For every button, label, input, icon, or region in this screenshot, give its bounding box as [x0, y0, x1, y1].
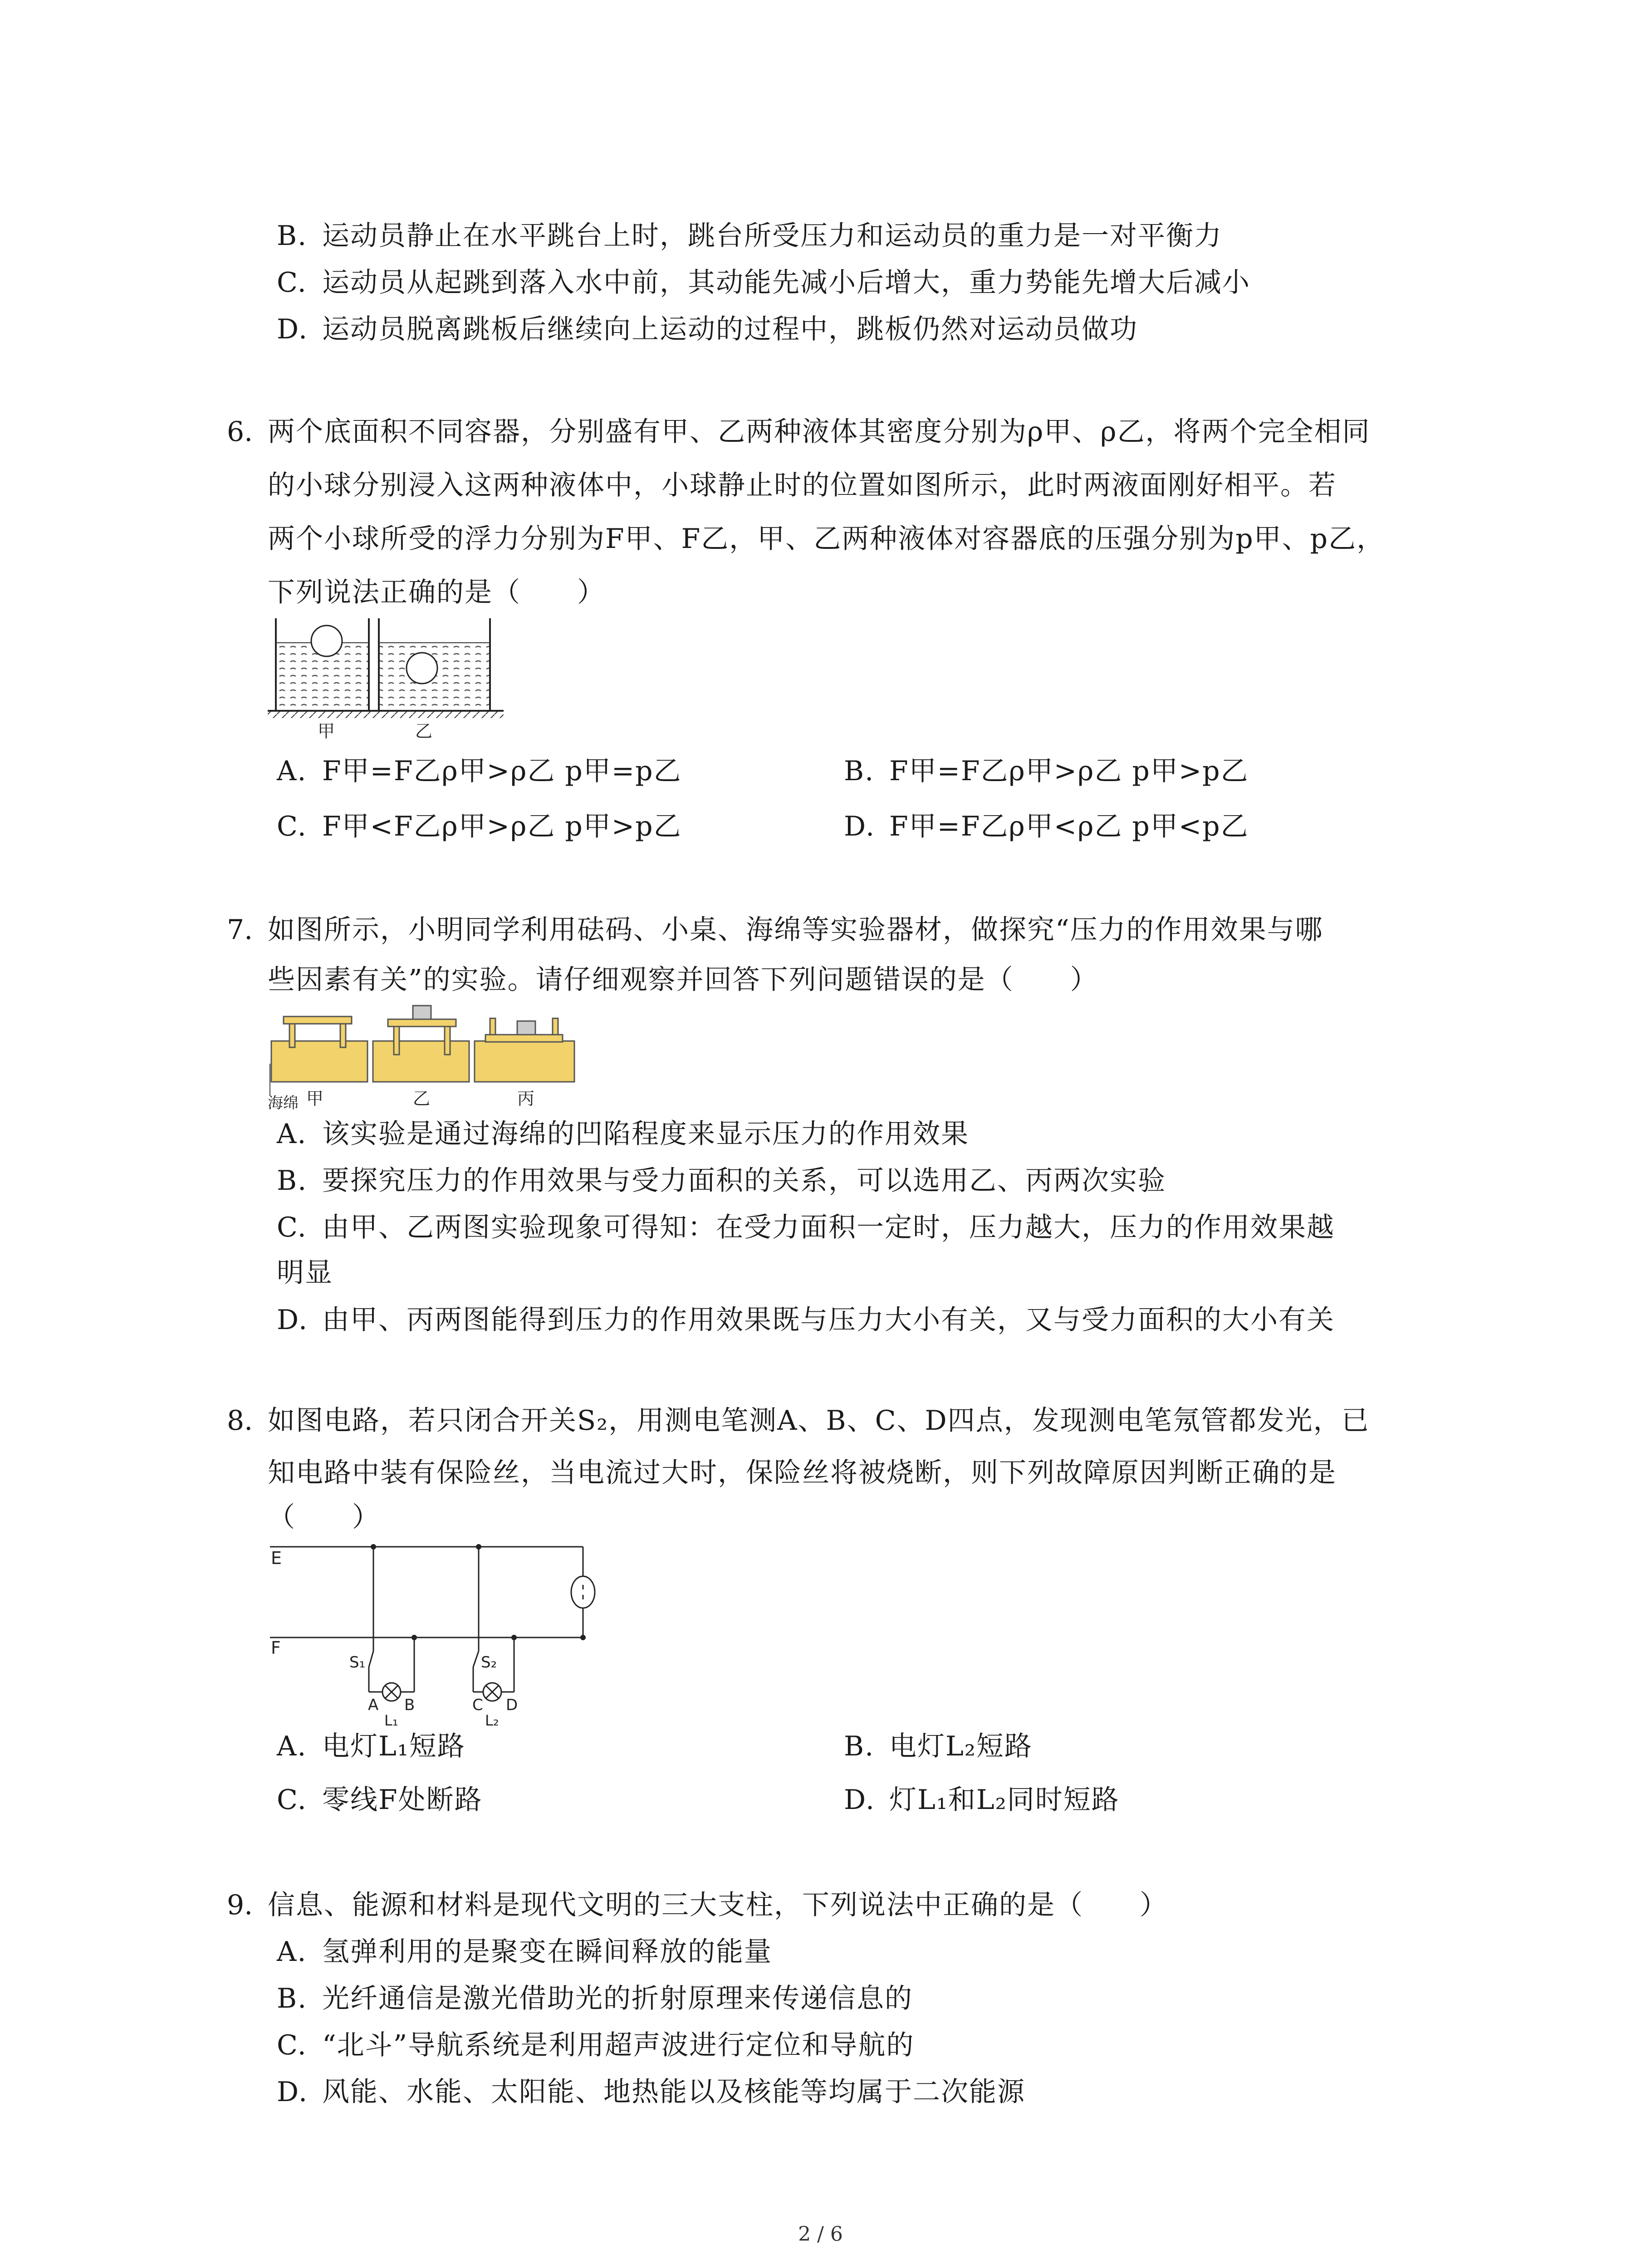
lamp-l2-icon — [483, 1683, 501, 1701]
q5-option-c: C. 运动员从起跳到落入水中前，其动能先减小后增大，重力势能先增大后减小 — [277, 264, 1250, 301]
q7-option-d: D. 由甲、丙两图能得到压力的作用效果既与压力大小有关，又与受力面积的大小有关 — [277, 1304, 1335, 1336]
ball-jia — [311, 626, 342, 656]
label-c: C — [472, 1696, 483, 1714]
label-bing: 丙 — [517, 1089, 535, 1109]
q5-option-d: D. 运动员脱离跳板后继续向上运动的过程中，跳板仍然对运动员做功 — [277, 311, 1138, 347]
q6-number: 6. — [227, 416, 253, 448]
option-letter: D. — [277, 313, 309, 345]
q7-figure-sponges — [268, 1000, 585, 1114]
q6-stem-line-2: 的小球分别浸入这两种液体中，小球静止时的位置如图所示，此时两液面刚好相平。若 — [268, 469, 1337, 501]
weight-icon — [413, 1006, 431, 1019]
q7-stem-line-2: 些因素有关”的实验。请仔细观察并回答下列问题错误的是（ ） — [268, 964, 1098, 996]
q9-number: 9. — [227, 1889, 253, 1921]
weight-icon — [517, 1021, 535, 1035]
label-e: E — [271, 1548, 282, 1568]
q9-option-c: C. “北斗”导航系统是利用超声波进行定位和导航的 — [277, 2029, 915, 2061]
label-d: D — [506, 1696, 518, 1714]
q9-option-a: A. 氢弹利用的是聚变在瞬间释放的能量 — [277, 1936, 772, 1968]
lamp-l1-icon — [382, 1683, 401, 1701]
label-l2: L₂ — [485, 1712, 499, 1729]
q7-option-c: C. 由甲、乙两图实验现象可得知：在受力面积一定时，压力越大，压力的作用效果越 — [277, 1212, 1335, 1243]
q7-option-b: B. 要探究压力的作用效果与受力面积的关系，可以选用乙、丙两次实验 — [277, 1165, 1166, 1197]
label-s2: S₂ — [481, 1653, 497, 1672]
q6-stem-line-1: 两个底面积不同容器，分别盛有甲、乙两种液体其密度分别为ρ甲、ρ乙，将两个完全相同 — [268, 416, 1371, 448]
q6-stem-line-3: 两个小球所受的浮力分别为F甲、F乙，甲、乙两种液体对容器底的压强分别为p甲、p乙， — [268, 523, 1385, 555]
label-l1: L₁ — [384, 1712, 398, 1729]
q8-option-a: A. 电灯L₁短路 — [277, 1730, 465, 1762]
q8-stem-line-2: 知电路中装有保险丝，当电流过大时，保险丝将被烧断，则下列故障原因判断正确的是 — [268, 1457, 1337, 1489]
label-sponge: 海绵 — [268, 1094, 299, 1112]
q8-stem-line-1: 如图电路，若只闭合开关S₂，用测电笔测A、B、C、D四点，发现测电笔氖管都发光，已 — [268, 1405, 1370, 1437]
label-f: F — [271, 1638, 281, 1658]
option-letter: B. — [277, 220, 308, 252]
q7-option-a: A. 该实验是通过海绵的凹陷程度来显示压力的作用效果 — [277, 1118, 969, 1150]
sponge-bing — [475, 1018, 574, 1082]
socket-icon — [571, 1576, 595, 1608]
container-jia — [276, 618, 369, 711]
q6-option-b: B. F甲=F乙ρ甲>ρ乙 p甲>p乙 — [844, 755, 1249, 787]
q8-figure-circuit — [270, 1538, 615, 1733]
ball-yi — [407, 653, 437, 684]
sponge-jia — [270, 1017, 367, 1095]
option-letter: C. — [277, 267, 307, 298]
label-jia: 甲 — [318, 721, 335, 741]
q6-figure-containers — [268, 615, 504, 746]
q9-stem-line-1: 信息、能源和材料是现代文明的三大支柱，下列说法中正确的是（ ） — [268, 1889, 1168, 1921]
container-yi — [379, 618, 490, 711]
q6-option-a: A. F甲=F乙ρ甲>ρ乙 p甲=p乙 — [277, 755, 682, 787]
q7-option-c-cont: 明显 — [277, 1257, 333, 1289]
label-yi: 乙 — [413, 1089, 431, 1109]
q9-option-d: D. 风能、水能、太阳能、地热能以及核能等均属于二次能源 — [277, 2076, 1025, 2108]
q6-option-c: C. F甲<F乙ρ甲>ρ乙 p甲>p乙 — [277, 811, 682, 842]
q5-option-b: B. 运动员静止在水平跳台上时，跳台所受压力和运动员的重力是一对平衡力 — [277, 218, 1222, 254]
q7-number: 7. — [227, 914, 253, 946]
q9-option-b: B. 光纤通信是激光借助光的折射原理来传递信息的 — [277, 1983, 913, 2014]
q8-stem-line-3: （ ） — [268, 1501, 380, 1533]
label-b: B — [404, 1696, 415, 1714]
q6-option-d: D. F甲=F乙ρ甲<ρ乙 p甲<p乙 — [844, 811, 1249, 842]
label-yi: 乙 — [415, 721, 433, 741]
q8-option-b: B. 电灯L₂短路 — [844, 1730, 1033, 1762]
q8-option-d: D. 灯L₁和L₂同时短路 — [844, 1784, 1120, 1816]
label-s1: S₁ — [349, 1653, 366, 1672]
label-a: A — [368, 1696, 379, 1714]
q8-number: 8. — [227, 1405, 253, 1437]
sponge-yi — [373, 1006, 469, 1082]
q8-option-c: C. 零线F处断路 — [277, 1784, 483, 1816]
page-number: 2 / 6 — [798, 2223, 843, 2246]
q7-stem-line-1: 如图所示，小明同学利用砝码、小桌、海绵等实验器材，做探究“压力的作用效果与哪 — [268, 914, 1323, 946]
q6-stem-line-4: 下列说法正确的是（ ） — [268, 577, 605, 608]
label-jia: 甲 — [306, 1089, 324, 1109]
